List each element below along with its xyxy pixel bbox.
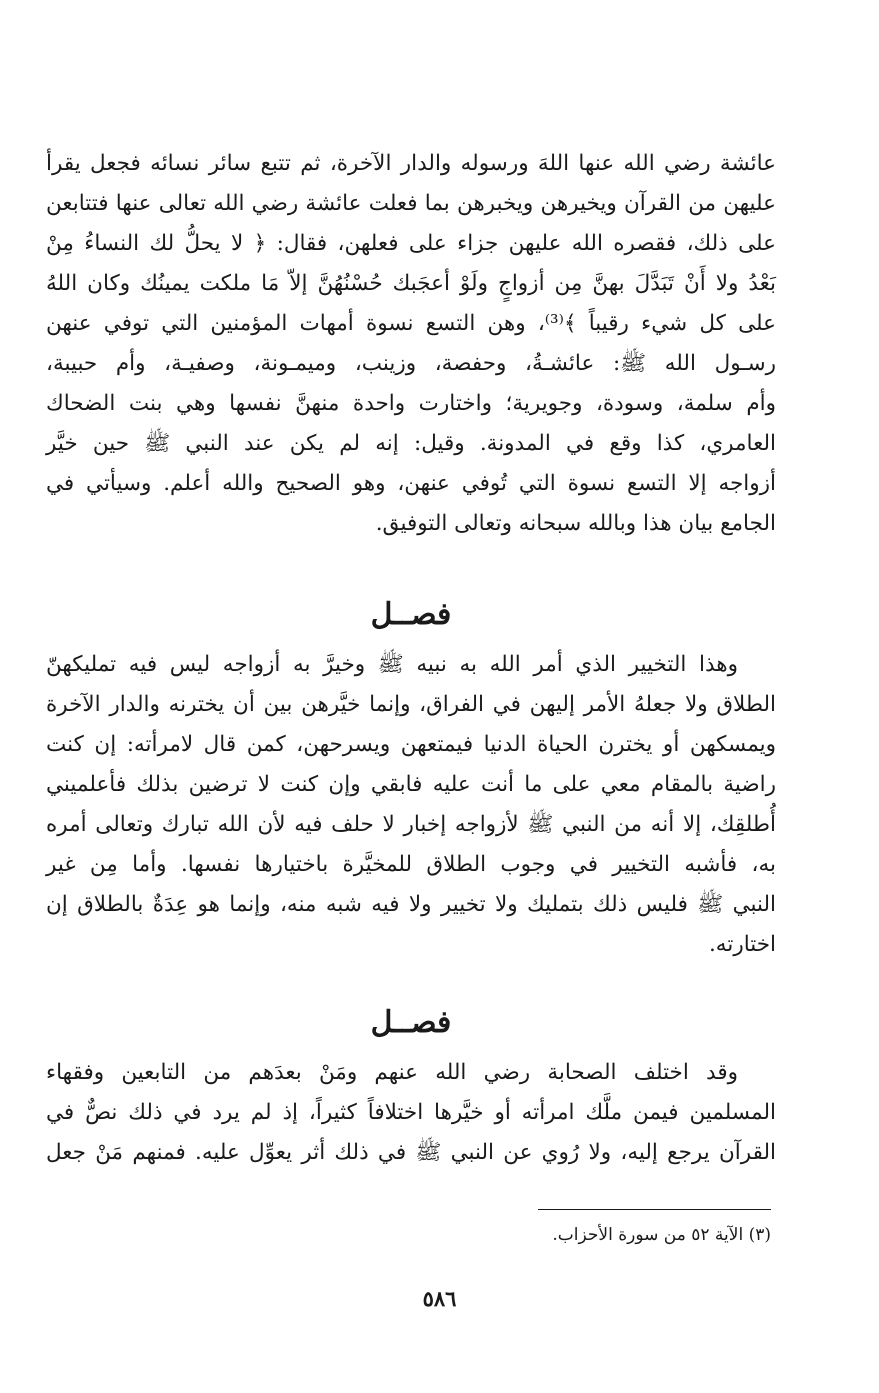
text-line: اختارته. [708, 932, 776, 957]
text-line: وأم سلمة، وسودة، وجويرية؛ واختارت واحدة منهنَّ نفسها وهي بنت الضحاك [46, 391, 776, 416]
text-line: أزواجه إلا التسع نسوة التي تُوفي عنهن، وهو الصحيح والله أعلم. وسيأتي في [46, 471, 776, 496]
text-line: على ذلك، فقصره الله عليهن جزاء على فعلهن، فقال: ﴿ لا يحلُّ لك النساءُ مِنْ [46, 231, 776, 256]
paragraph-1 [46, 144, 776, 544]
text-line: الطلاق ولا جعلهُ الأمر إليهن في الفراق، وإنما خيَّرهن بين أن يخترنه والدار الآخرة [46, 692, 776, 717]
text-line: المسلمين فيمن ملَّك امرأته أو خيَّرها اختلافاً كثيراً، إذ لم يرد في ذلك نصٌّ في [46, 1100, 776, 1125]
paragraph-2 [46, 645, 776, 965]
section-heading: فصــل [370, 1005, 452, 1040]
text-line: عليهن من القرآن ويخيرهن ويخبرهن بما فعلت عائشة رضي الله تعالى عنها فتتابعن [46, 191, 776, 216]
text-line: ويمسكهن أو يخترن الحياة الدنيا فيمتعهن ويسرحهن، كمن قال لامرأته: إن كنت [46, 732, 776, 757]
section-heading: فصــل [370, 597, 452, 632]
text-line: بَعْدُ ولا أَنْ تَبَدَّلَ بهنَّ مِن أزواجٍ ولَوْ أعجَبك حُسْنُهُنَّ إلاّ مَا ملكت يمينُك وكان اللهُ [46, 271, 776, 296]
page-number: ٥٨٦ [422, 1286, 457, 1311]
text-line: أُطلقِك، إلا أنه من النبي ﷺ لأزواجه إخبار لا حلف فيه لأن الله تبارك وتعالى أمره [46, 812, 776, 837]
text-line: رسـول الله ﷺ: عائشـةُ، وحفصة، وزينب، وميمـونة، وصفيـة، وأم حبيبة، [46, 351, 776, 376]
footnote-separator [538, 1209, 771, 1210]
text-line: وقد اختلف الصحابة رضي الله عنهم ومَنْ بعدَهم من التابعين وفقهاء [46, 1060, 738, 1085]
text-line: القرآن يرجع إليه، ولا رُوي عن النبي ﷺ في ذلك أثر يعوِّل عليه. فمنهم مَنْ جعل [46, 1140, 776, 1165]
footnote: (٣) الآية ٥٢ من سورة الأحزاب. [552, 1225, 771, 1245]
text-line: راضية بالمقام معي على ما أنت عليه فابقي وإن كنت لا ترضين بذلك فأعلميني [46, 772, 776, 797]
text-line: عائشة رضي الله عنها اللهَ ورسوله والدار الآخرة، ثم تتبع سائر نسائه فجعل يقرأ [46, 151, 776, 176]
text-line: وهذا التخيير الذي أمر الله به نبيه ﷺ وخيرَّ به أزواجه ليس فيه تمليكهنّ [46, 652, 738, 677]
text-line: على كل شيء رقيباً ﴾⁽³⁾، وهن التسع نسوة أمهات المؤمنين التي توفي عنهن [46, 311, 776, 336]
text-line: النبي ﷺ فليس ذلك بتمليك ولا تخيير ولا فيه شبه منه، وإنما هو عِدَةٌ بالطلاق إن [46, 892, 776, 917]
paragraph-3 [46, 1053, 776, 1173]
text-line: الجامع بيان هذا وبالله سبحانه وتعالى التوفيق. [375, 511, 776, 536]
text-line: به، فأشبه التخيير في وجوب الطلاق للمخيَّرة باختيارها نفسها. وأما مِن غير [46, 852, 776, 877]
text-line: العامري، كذا وقع في المدونة. وقيل: إنه لم يكن عند النبي ﷺ حين خيَّر [46, 431, 776, 456]
